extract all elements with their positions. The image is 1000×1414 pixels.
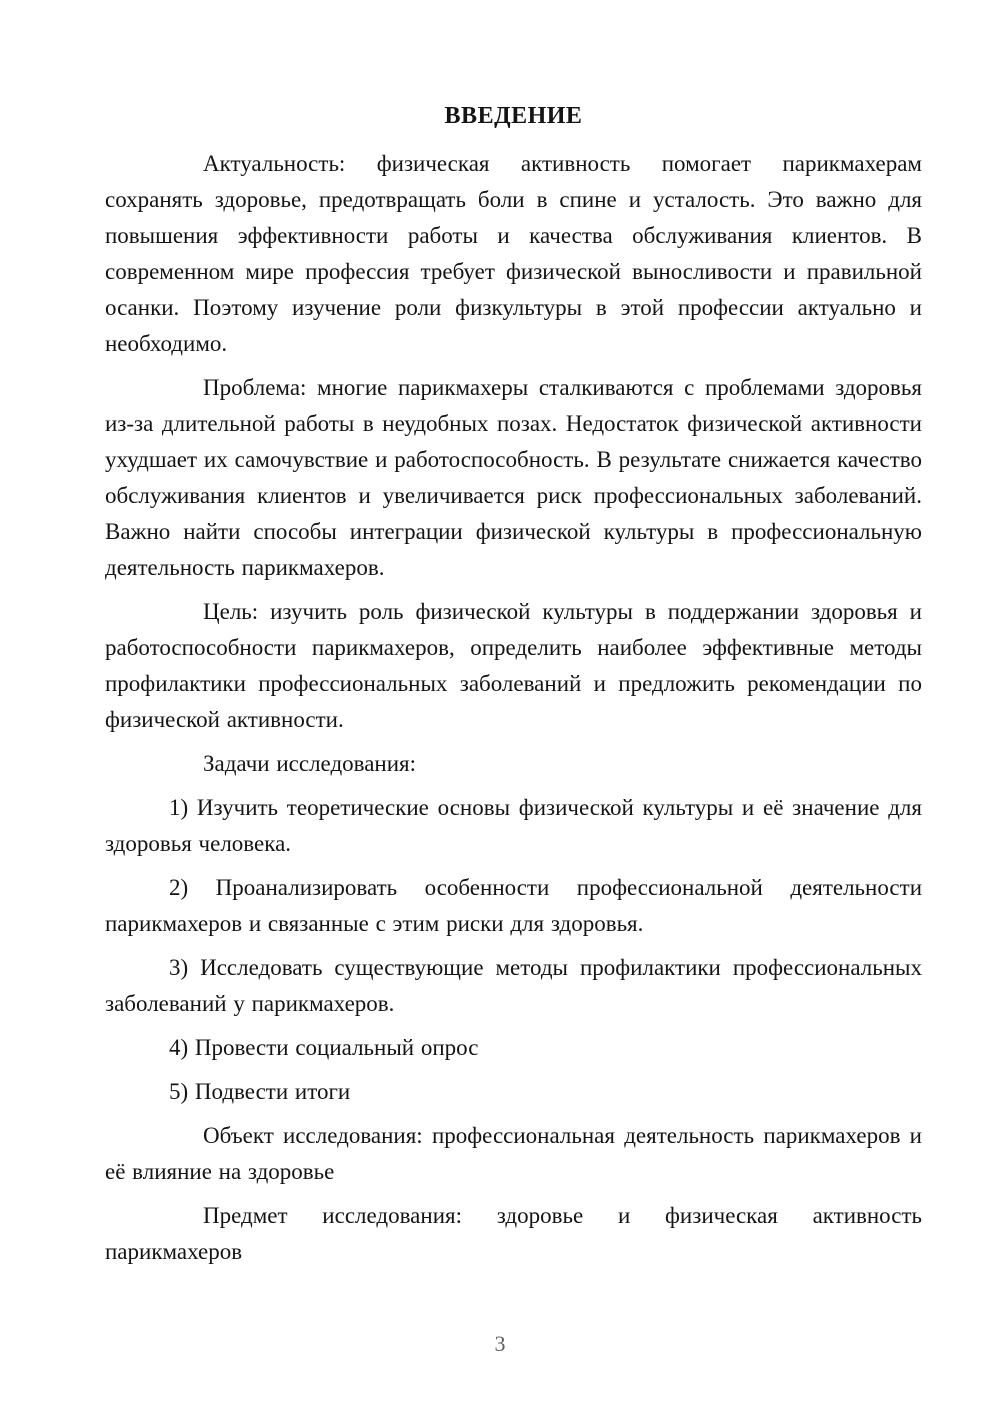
task-item-2: 2) Проанализировать особенности профессиональной деятельности парикмахеров и связанные с этим риски для здоровья.	[105, 875, 922, 936]
page-number: 3	[494, 1331, 506, 1356]
task-item-1: 1) Изучить теоретические основы физической культуры и её значение для здоровья человека.	[105, 795, 922, 856]
page-title: ВВЕДЕНИЕ	[444, 103, 583, 129]
task-item-5: 5) Подвести итоги	[169, 1079, 351, 1104]
task-item-4: 4) Провести социальный опрос	[169, 1035, 479, 1060]
paragraph-goal: Цель: изучить роль физической культуры в поддержании здоровья и работоспособности парикмахеров, определить наиболее эффективные методы профилактики профессиональных заболеваний и предложить рекомендации по физической активности.	[105, 599, 922, 732]
paragraph-tasks-heading: Задачи исследования:	[203, 751, 417, 776]
paragraph-research-object: Объект исследования: профессиональная деятельность парикмахеров и её влияние на здоровье	[105, 1123, 922, 1184]
paragraph-research-subject: Предмет исследования: здоровье и физическая активность парикмахеров	[105, 1203, 922, 1264]
paragraph-actuality: Актуальность: физическая активность помогает парикмахерам сохранять здоровье, предотвращать боли в спине и усталость. Это важно для повышения эффективности работы и качества обслуживания клиентов. В современном мире профессия требует физической выносливости и правильной осанки. Поэтому изучение роли физкультуры в этой профессии актуально и необходимо.	[105, 151, 922, 356]
paragraph-problem: Проблема: многие парикмахеры сталкиваются с проблемами здоровья из-за длительной работы в неудобных позах. Недостаток физической активности ухудшает их самочувствие и работоспособность. В результате снижается качество обслуживания клиентов и увеличивается риск профессиональных заболеваний. Важно найти способы интеграции физической культуры в профессиональную деятельность парикмахеров.	[105, 375, 922, 580]
document-content	[105, 98, 922, 1278]
task-item-3: 3) Исследовать существующие методы профилактики профессиональных заболеваний у парикмахеров.	[105, 955, 922, 1016]
